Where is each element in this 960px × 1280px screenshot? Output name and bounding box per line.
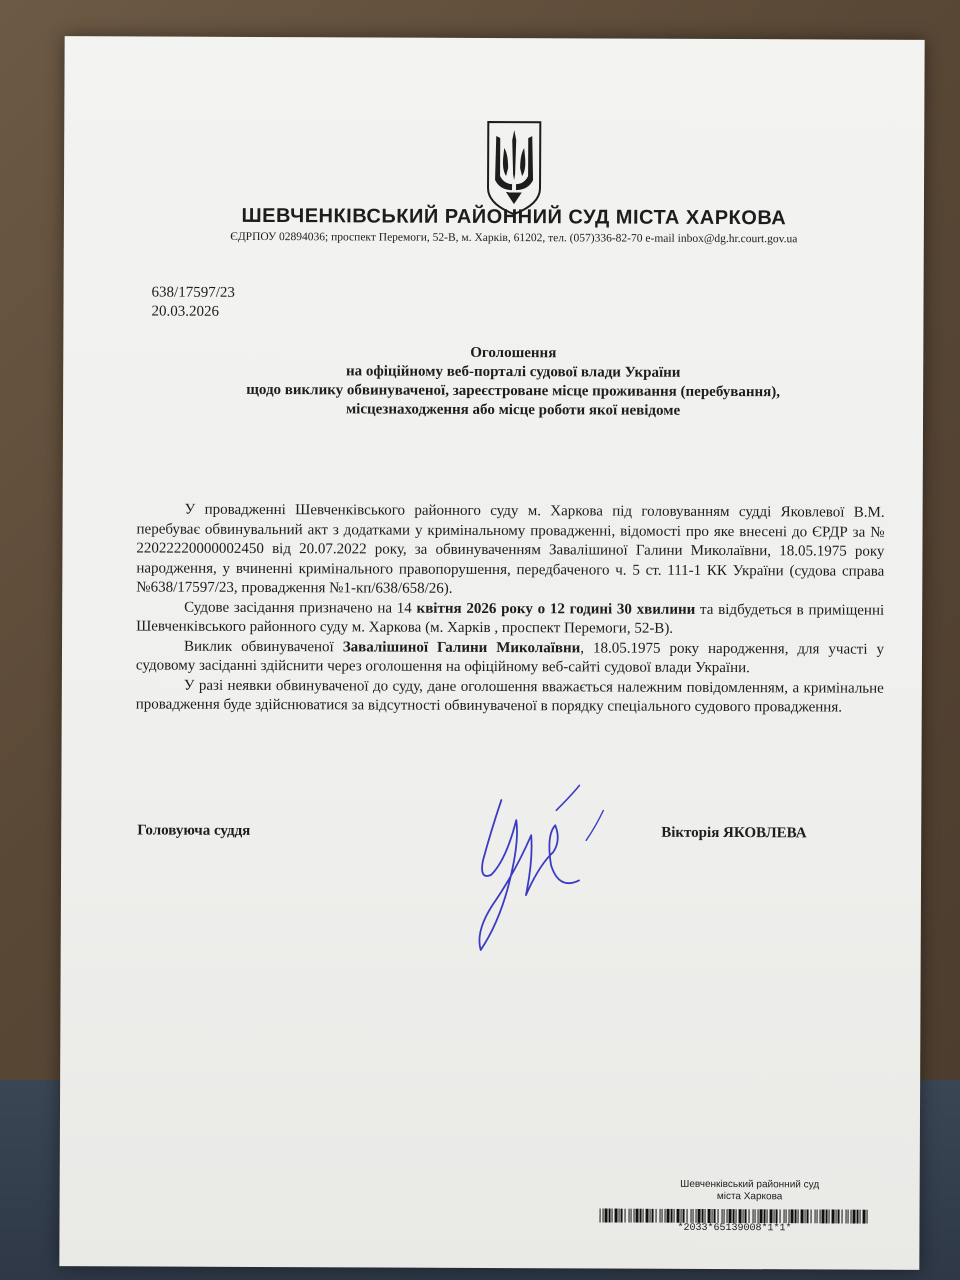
barcode-bar <box>739 1209 742 1223</box>
barcode-bar <box>745 1209 747 1223</box>
barcode-bar <box>795 1209 797 1223</box>
barcode-bar <box>646 1209 649 1223</box>
judge-name: Вікторія ЯКОВЛЕВА <box>661 824 807 842</box>
barcode-bar <box>851 1210 852 1224</box>
barcode-bar <box>798 1209 799 1223</box>
paragraph-proceedings: У провадженні Шевченківського районного суду м. Харкова під головуванням судді Яковлевої В.М. перебуває обвинувальний акт з додатками у кримінальному провадженні, відомості про яке внесені до ЄРДР за № 22022220000002450 від 20.07.2022 року, за обвинуваченням Завалішиної Галини Миколаївни, 18.05.1975 року народження, у вчиненні кримінального правопорушення, передбаченого ч. 5 ст. 111-1 КК України (судова справа №638/17597/23, провадження №1-кп/638/658/26). <box>136 501 885 597</box>
barcode-bar <box>724 1209 725 1223</box>
title-line: щодо виклику обвинуваченої, зареєстроване місце проживання (перебування), <box>246 381 781 401</box>
barcode-bar <box>733 1209 735 1223</box>
barcode-bar <box>662 1209 663 1223</box>
announcement-body <box>136 500 885 718</box>
barcode-bar <box>612 1209 613 1223</box>
registry-stamp <box>660 1179 840 1204</box>
barcode-bar <box>789 1209 790 1223</box>
barcode-bar <box>667 1209 670 1223</box>
barcode-bar <box>619 1209 620 1223</box>
barcode-bar <box>631 1209 632 1223</box>
barcode-bar <box>634 1209 635 1223</box>
barcode-bar <box>829 1209 830 1223</box>
barcode-bar <box>755 1209 756 1223</box>
barcode-bar <box>791 1209 794 1223</box>
barcode-bar <box>867 1210 868 1224</box>
barcode-bar <box>727 1209 728 1223</box>
barcode-bar <box>605 1208 608 1222</box>
barcode-bar <box>822 1209 825 1223</box>
court-name: ШЕВЧЕНКІВСЬКИЙ РАЙОННИЙ СУД МІСТА ХАРКОВА <box>241 204 787 230</box>
barcode-bar <box>714 1209 716 1223</box>
barcode-bar <box>836 1210 837 1224</box>
barcode-bar <box>683 1209 685 1223</box>
case-number: 638/17597/23 <box>151 284 235 301</box>
paragraph-hearing-date <box>136 598 884 640</box>
barcode-bar <box>826 1209 828 1223</box>
barcode-bar <box>650 1209 651 1223</box>
barcode-bar <box>693 1209 694 1223</box>
barcode-bar <box>729 1209 732 1223</box>
barcode-bar <box>636 1209 639 1223</box>
barcode-bar <box>698 1209 701 1223</box>
barcode-bar <box>770 1209 773 1223</box>
barcode-bar <box>832 1209 835 1223</box>
barcode-bar <box>702 1209 704 1223</box>
barcode-bar <box>764 1209 766 1223</box>
barcode-bar <box>712 1209 713 1223</box>
barcode-bar <box>625 1209 626 1223</box>
barcode-bar <box>643 1209 644 1223</box>
barcode-bar <box>853 1210 856 1224</box>
barcode-bar <box>774 1209 775 1223</box>
barcode-bar <box>860 1210 861 1224</box>
announcement-title <box>213 343 813 422</box>
barcode <box>600 1208 870 1223</box>
handwritten-signature <box>461 780 612 956</box>
barcode-bar <box>600 1208 601 1222</box>
hearing-datetime: квітня 2026 року о 12 годині 30 хвилини <box>416 600 696 618</box>
barcode-bar <box>820 1209 821 1223</box>
barcode-bar <box>691 1209 692 1223</box>
barcode-bar <box>705 1209 706 1223</box>
paragraph-summons <box>136 637 884 679</box>
barcode-bar <box>815 1209 816 1223</box>
title-line: місцезнаходження або місце роботи якої невідоме <box>345 401 681 419</box>
barcode-bar <box>846 1210 847 1224</box>
barcode-bar <box>656 1209 657 1223</box>
text-span: Виклик обвинуваченої <box>183 638 343 655</box>
case-date: 20.03.2026 <box>151 303 220 320</box>
barcode-bar <box>665 1209 666 1223</box>
text-span: Судове засідання призначено на 14 <box>184 599 417 617</box>
barcode-bar <box>786 1209 787 1223</box>
defendant-name: Завалішиної Галини Миколаївни <box>342 638 581 656</box>
barcode-bar <box>743 1209 744 1223</box>
barcode-bar <box>722 1209 723 1223</box>
barcode-bar <box>767 1209 768 1223</box>
barcode-bar <box>629 1209 630 1223</box>
text-span: , 18.05.1975 року народження, для участі у судовому засіданні здійснити через оголошення на офіційному веб-сайті судової влади України. <box>135 639 885 677</box>
barcode-bar <box>848 1210 849 1224</box>
barcode-bar <box>671 1209 673 1223</box>
barcode-bar <box>784 1209 785 1223</box>
barcode-bar <box>708 1209 711 1223</box>
barcode-bar <box>863 1210 866 1224</box>
title-line: Оголошення <box>470 344 557 362</box>
barcode-bar <box>615 1209 618 1223</box>
barcode-bar <box>621 1209 623 1223</box>
barcode-bar <box>807 1209 809 1223</box>
barcode-bar <box>758 1209 759 1223</box>
stamp-line: Шевченківський районний суд <box>680 1178 820 1191</box>
barcode-bar <box>753 1209 754 1223</box>
barcode-bar <box>674 1209 675 1223</box>
judge-role: Головуюча суддя <box>137 822 251 839</box>
document-page <box>59 36 924 1270</box>
barcode-bar <box>805 1209 806 1223</box>
barcode-bar <box>736 1209 737 1223</box>
barcode-bar <box>681 1209 682 1223</box>
barcode-bar <box>842 1210 843 1224</box>
court-address: ЄДРПОУ 02894036; проспект Перемоги, 52-В, м. Харків, 61202, тел. (057)336-82-70 e-mail inbox@dg.hr.court.gov.ua <box>230 230 798 246</box>
barcode-bar <box>801 1209 804 1223</box>
barcode-bar <box>687 1209 688 1223</box>
barcode-bar <box>838 1210 840 1224</box>
barcode-bar <box>776 1209 778 1223</box>
barcode-bar <box>760 1209 763 1223</box>
barcode-number: *2033*65139008*1*1* <box>677 1222 792 1235</box>
barcode-bar <box>609 1209 611 1223</box>
text-span: та відбудеться в приміщенні Шевченківського районного суду м. Харкова (м. Харків , проспект Перемоги, 52-В). <box>136 601 885 637</box>
barcode-bar <box>718 1209 719 1223</box>
barcode-bar <box>660 1209 661 1223</box>
barcode-bar <box>652 1209 654 1223</box>
barcode-bar <box>677 1209 680 1223</box>
barcode-bar <box>640 1209 642 1223</box>
barcode-bar <box>811 1209 812 1223</box>
trident-emblem-icon <box>482 118 546 218</box>
barcode-bar <box>603 1208 604 1222</box>
barcode-bar <box>696 1209 697 1223</box>
barcode-bar <box>817 1209 818 1223</box>
barcode-bar <box>749 1209 750 1223</box>
title-line: на офіційному веб-порталі судової влади України <box>345 363 681 381</box>
barcode-bar <box>857 1210 859 1224</box>
paragraph-non-appearance: У разі неявки обвинуваченої до суду, дане оголошення вважається належним повідомленням, а кримінальне провадження буде здійснюватися за відсутності обвинуваченої в порядку спеціального судового провадження. <box>135 677 884 716</box>
barcode-bar <box>780 1209 781 1223</box>
stamp-line: міста Харкова <box>716 1190 783 1203</box>
